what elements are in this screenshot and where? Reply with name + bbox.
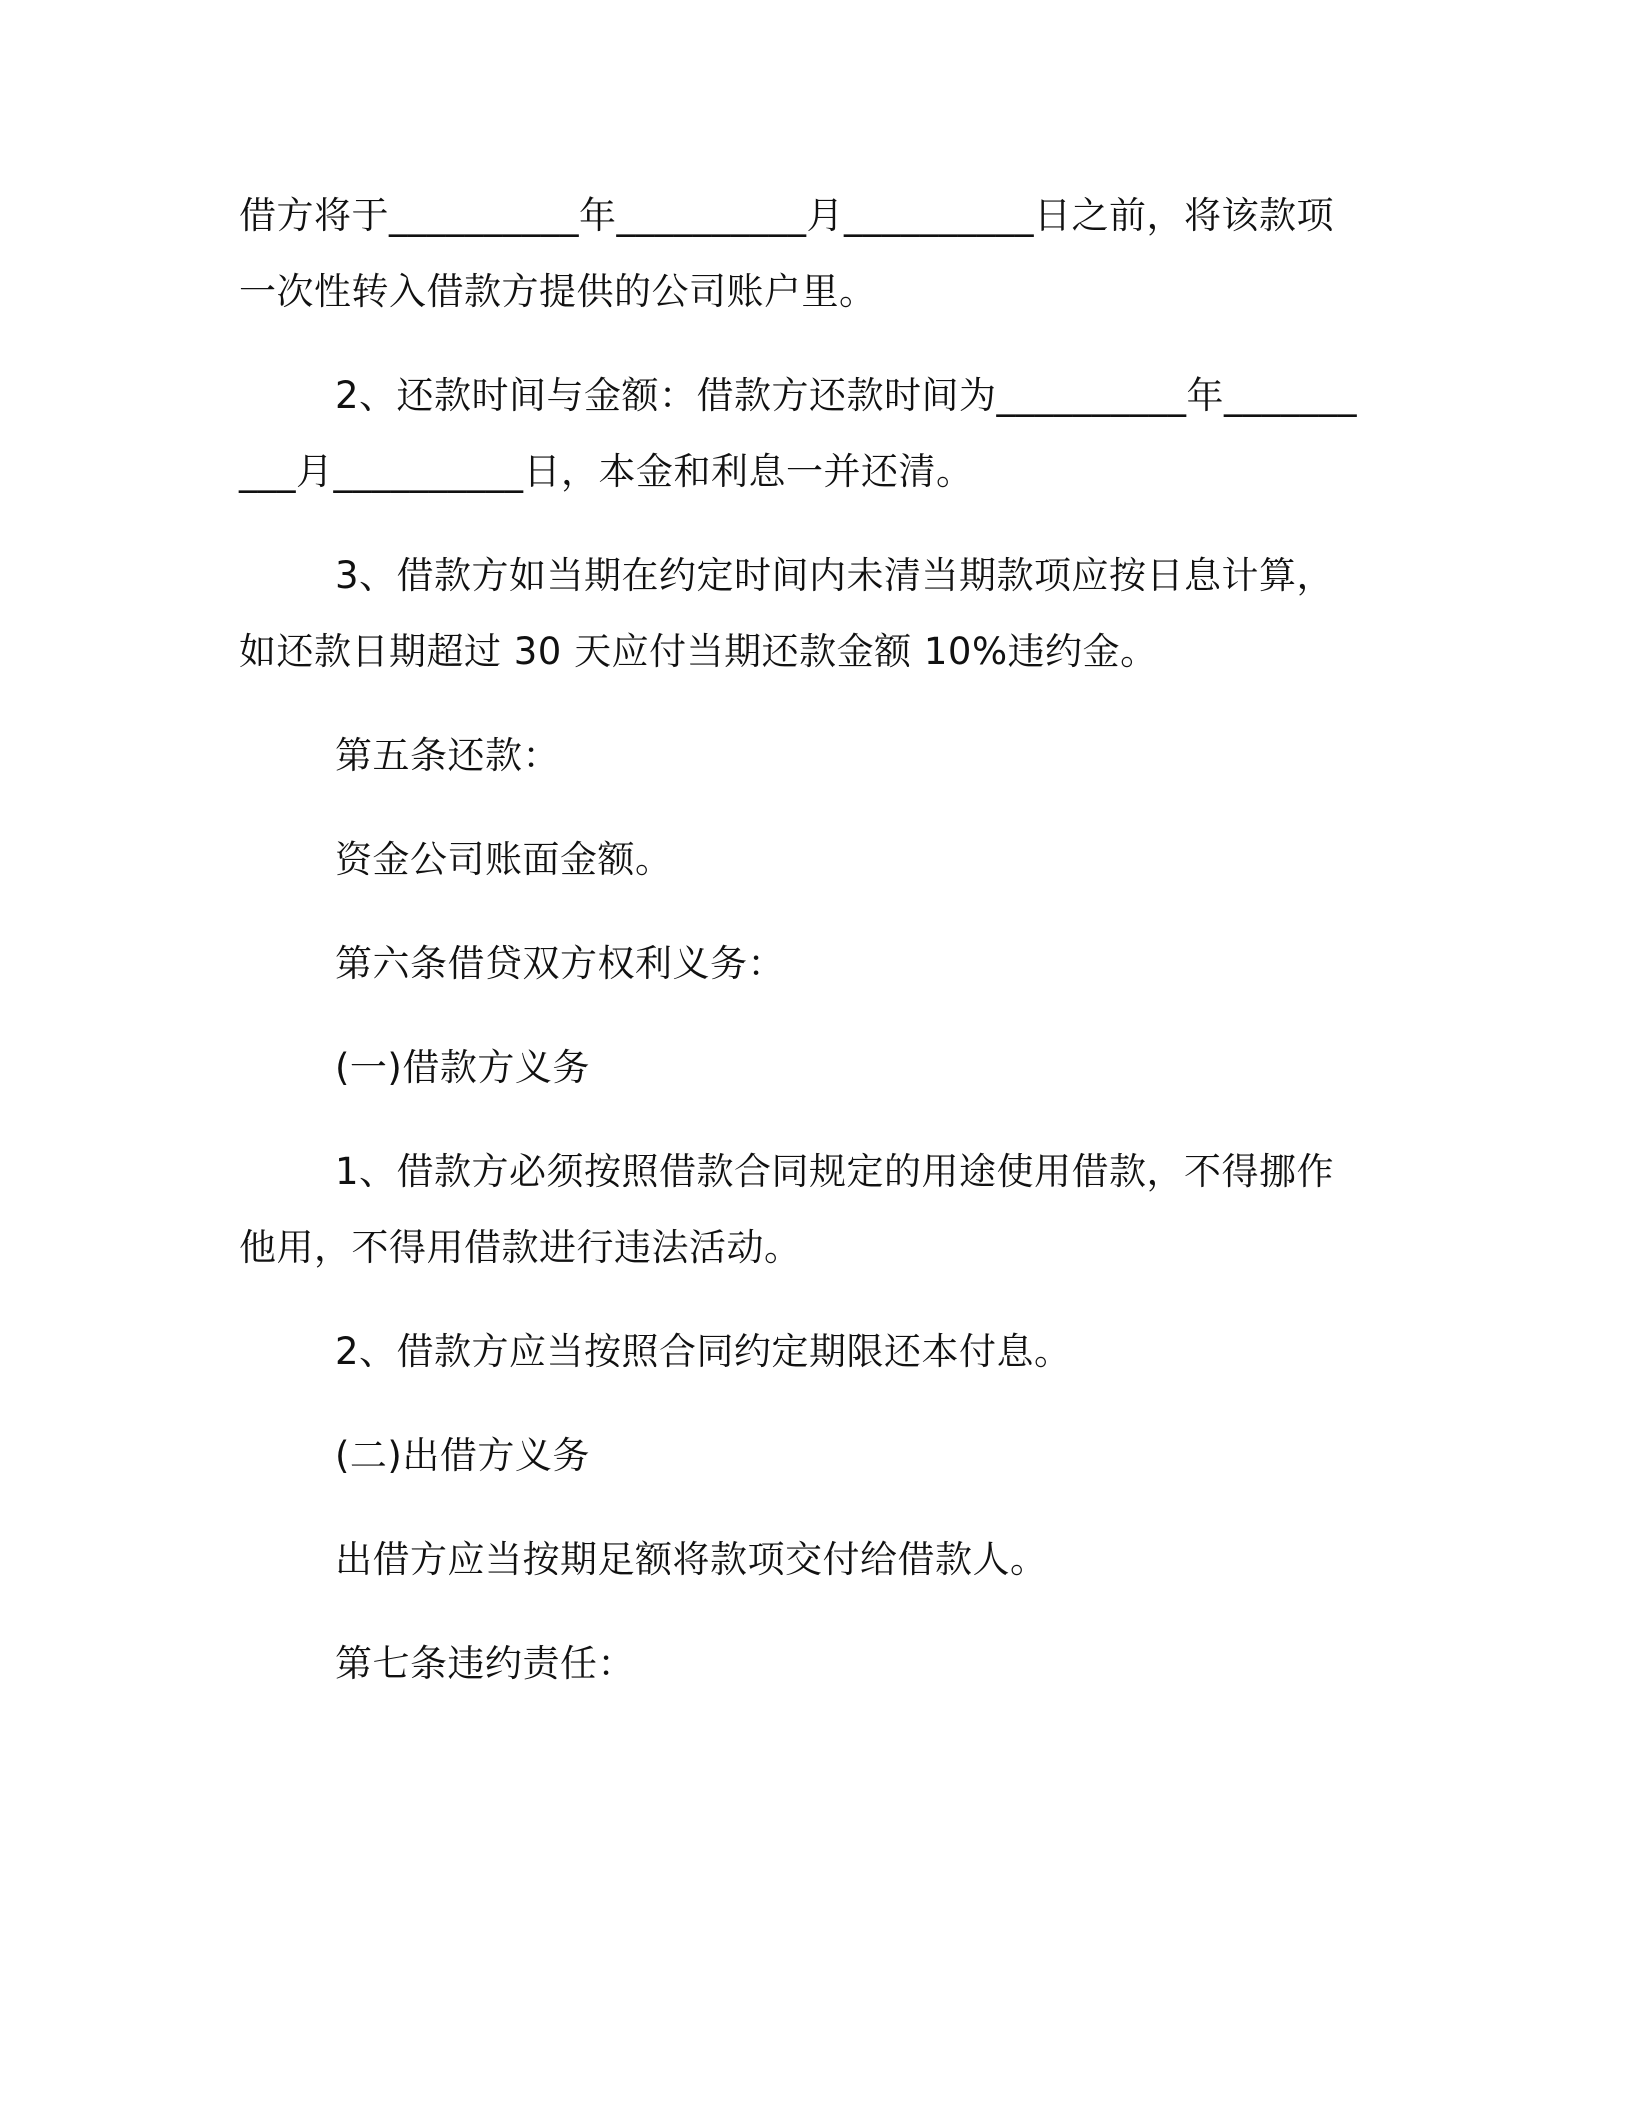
paragraph-penalty: 3、借款方如当期在约定时间内未清当期款项应按日息计算，如还款日期超过 30 天应付当期还款金额 10%违约金。 [239, 554, 1335, 673]
document-body [239, 178, 1369, 1730]
paragraph-account-amount: 资金公司账面金额。 [335, 838, 673, 881]
subheading-lender-obligations: (二)出借方义务 [335, 1434, 590, 1477]
paragraph-borrower-repay: 2、借款方应当按照合同约定期限还本付息。 [335, 1330, 1072, 1373]
paragraph-lender-delivery: 出借方应当按期足额将款项交付给借款人。 [335, 1538, 1048, 1581]
paragraph-repayment-time: 2、还款时间与金额：借款方还款时间为__________年__________月__________日，本金和利息一并还清。 [239, 374, 1358, 493]
section-heading-article-7: 第七条违约责任： [335, 1642, 635, 1685]
section-heading-article-6: 第六条借贷双方权利义务： [335, 942, 785, 985]
section-heading-article-5: 第五条还款： [335, 734, 560, 777]
paragraph-borrower-usage: 1、借款方必须按照借款合同规定的用途使用借款，不得挪作他用，不得用借款进行违法活动。 [239, 1150, 1335, 1269]
subheading-borrower-obligations: (一)借款方义务 [335, 1046, 590, 1089]
paragraph-transfer-deadline: 借方将于__________年__________月__________日之前，将该款项一次性转入借款方提供的公司账户里。 [239, 194, 1334, 313]
